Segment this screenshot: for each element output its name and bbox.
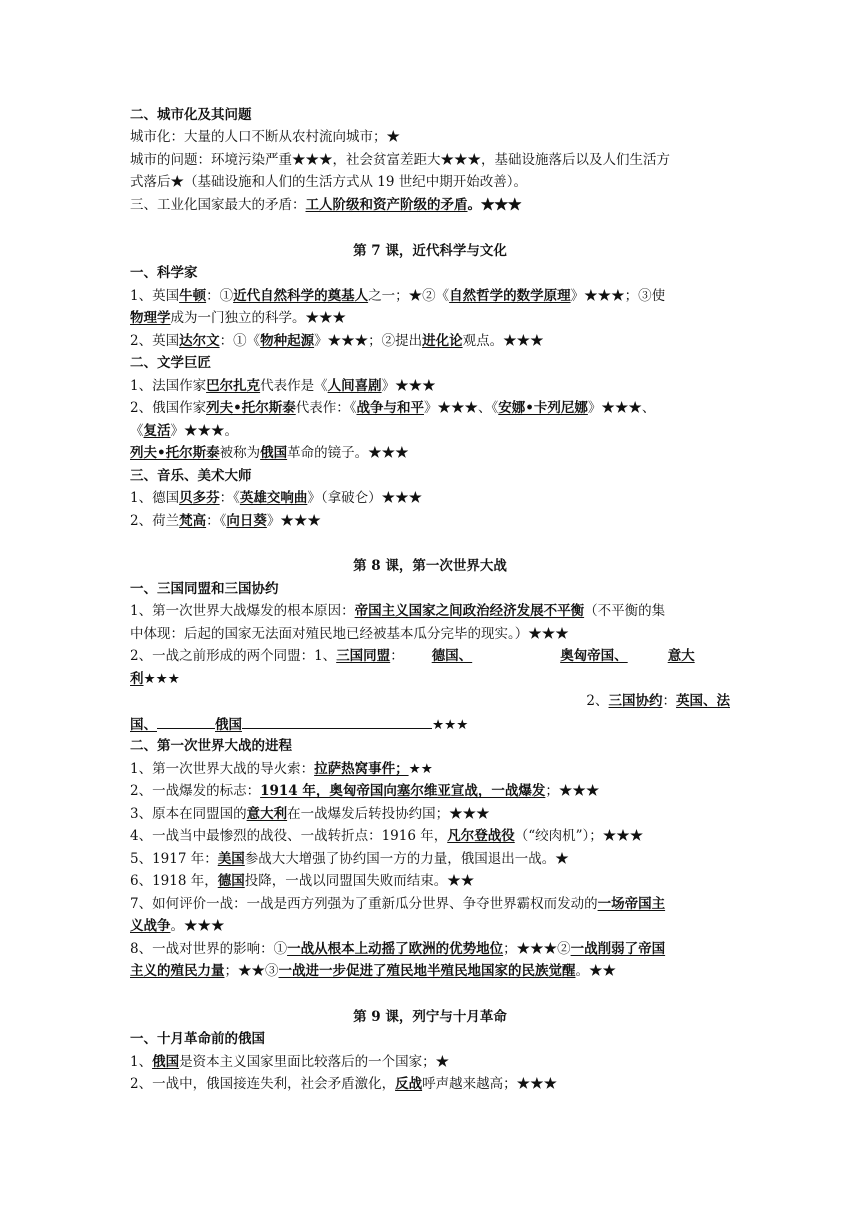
paragraph: 2、英国达尔文：①《物种起源》★★★；②提出进化论观点。★★★ [130,333,544,349]
paragraph: 3、原本在同盟国的意大利在一战爆发后转投协约国；★★★ [130,806,490,822]
paragraph: 城市化：大量的人口不断从农村流向城市；★ [130,129,400,145]
section-heading: 二、城市化及其问题 [130,107,252,123]
paragraph: 义战争。★★★ [130,918,225,934]
paragraph: 利★★★ [130,671,180,687]
paragraph: 1、俄国是资本主义国家里面比较落后的一个国家；★ [130,1054,450,1070]
paragraph: 2、俄国作家列夫•托尔斯泰代表作：《战争与和平》★★★、《安娜•卡列尼娜》★★★、 [130,400,656,416]
lesson-title: 第 8 课，第一次世界大战 [353,558,507,574]
paragraph: 5、1917 年：美国参战大大增强了协约国一方的力量，俄国退出一战。★ [130,851,569,867]
paragraph: 2、一战爆发的标志：1914 年，奥匈帝国向塞尔维亚宣战，一战爆发；★★★ [130,783,600,799]
paragraph: 2、一战中，俄国接连失利，社会矛盾激化，反战呼声越来越高；★★★ [130,1076,558,1092]
paragraph: 列夫•托尔斯泰被称为俄国革命的镜子。★★★ [130,445,409,461]
paragraph: 2、三国协约：英国、法 [586,693,730,709]
paragraph: 1、法国作家巴尔扎克代表作是《人间喜剧》★★★ [130,378,436,394]
section-heading: 一、科学家 [130,265,198,281]
paragraph: 三、工业化国家最大的矛盾：工人阶级和资产阶级的矛盾。★★★ [130,197,522,213]
paragraph: 1、英国牛顿：①近代自然科学的奠基人之一；★②《自然哲学的数学原理》★★★；③使 [130,288,666,304]
paragraph: 4、一战当中最惨烈的战役、一战转折点：1916 年，凡尔登战役（“绞肉机”）；★★★ [130,828,644,844]
section-heading: 三、音乐、美术大师 [130,468,252,484]
paragraph: 城市的问题：环境污染严重★★★，社会贫富差距大★★★，基础设施落后以及人们生活方 [130,152,670,168]
paragraph: 2、一战之前形成的两个同盟：1、三国同盟： 德国、 奥匈帝国、 意大 [130,648,695,664]
paragraph: 8、一战对世界的影响：①一战从根本上动摇了欧洲的优势地位；★★★②一战削弱了帝国 [130,941,666,957]
paragraph: 7、如何评价一战：一战是西方列强为了重新瓜分世界、争夺世界霸权而发动的一场帝国主 [130,896,666,912]
section-heading: 一、十月革命前的俄国 [130,1031,265,1047]
section-heading: 二、文学巨匠 [130,355,211,371]
paragraph: 《复活》★★★。 [130,423,238,439]
paragraph: 国、 俄国 ★★★ [130,713,730,735]
paragraph: 中体现：后起的国家无法面对殖民地已经被基本瓜分完毕的现实。）★★★ [130,626,569,642]
paragraph: 6、1918 年，德国投降，一战以同盟国失败而结束。★★ [130,873,475,889]
paragraph: 2、荷兰梵高：《向日葵》★★★ [130,513,321,529]
paragraph: 1、第一次世界大战爆发的根本原因：帝国主义国家之间政治经济发展不平衡（不平衡的集 [130,603,666,619]
paragraph: 主义的殖民力量；★★③一战进一步促进了殖民地半殖民地国家的民族觉醒。★★ [130,963,616,979]
lesson-title: 第 9 课，列宁与十月革命 [353,1009,507,1025]
paragraph: 1、德国贝多芬：《英雄交响曲》（拿破仑）★★★ [130,490,423,506]
section-heading: 一、三国同盟和三国协约 [130,581,279,597]
paragraph: 式落后★（基础设施和人们的生活方式从 19 世纪中期开始改善）。 [130,174,528,190]
paragraph: 物理学成为一门独立的科学。★★★ [130,310,346,326]
paragraph: 1、第一次世界大战的导火索：拉萨热窝事件；★★ [130,761,433,777]
section-heading: 二、第一次世界大战的进程 [130,738,292,754]
lesson-title: 第 7 课，近代科学与文化 [353,243,507,259]
